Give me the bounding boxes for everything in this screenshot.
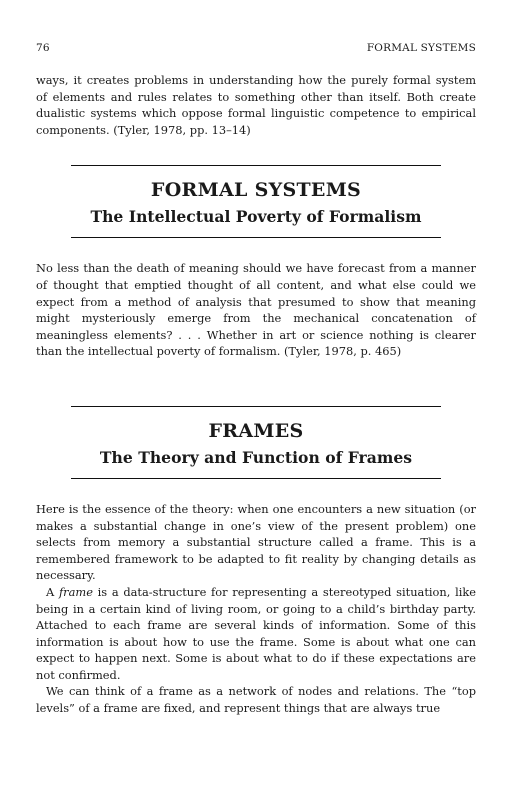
running-title: FORMAL SYSTEMS <box>366 42 476 54</box>
section-title: FRAMES <box>208 419 304 442</box>
frames-paragraph-1: Here is the essence of the theory: when one encounters a new situation (or makes a substantial change in one’s view of the present problem) one selects from memory a substantial structure called a frame. This is a remembered framework to be adapted to fit reality by changing details as necessary. <box>36 501 476 583</box>
section-bottom-rule <box>71 478 441 479</box>
frame-term: frame <box>58 584 93 599</box>
section-title: FORMAL SYSTEMS <box>150 179 362 202</box>
formalism-quote: No less than the death of meaning should we have forecast from a manner of thought that emptied thought of all content, and what else could we expect from a method of analysis that presumed to show that meaning might mysteriously emerge from the mechanical concatenation of meaningless elements? . . . Whether in art or science nothing is clearer than the intellectual poverty of formalism. (Tyler, 1978, p. 465) <box>36 261 476 359</box>
book-page <box>36 42 476 717</box>
frames-lead-word: A <box>46 584 59 599</box>
page-number: 76 <box>36 42 50 54</box>
section-top-rule <box>71 406 441 407</box>
running-head <box>36 42 476 54</box>
intro-paragraph: ways, it creates problems in understanding how the purely formal system of elements and rules relates to something other than itself. Both create dualistic systems which oppose formal linguistic competence to empirical components. (Tyler, 1978, pp. 13–14) <box>36 73 476 137</box>
section-bottom-rule <box>71 237 441 238</box>
frames-paragraph-2-body: is a data-structure for representing a stereotyped situation, like being in a certain kind of living room, or going to a child’s birthday party. Attached to each frame are several kinds of information. Some of this information is about how to use the frame. Some is about what one can expect to happen next. Some is about what to do if these expectations are not confirmed. <box>36 584 476 682</box>
section-subtitle: The Theory and Function of Frames <box>99 447 413 467</box>
section-frames <box>36 406 476 479</box>
frames-paragraph-3: We can think of a frame as a network of nodes and relations. The “top levels” of a frame are fixed, and represent things that are always true <box>36 684 476 716</box>
section-top-rule <box>71 165 441 166</box>
section-subtitle: The Intellectual Poverty of Formalism <box>90 207 422 227</box>
frames-paragraph-2 <box>36 584 476 684</box>
section-formal-systems <box>36 165 476 238</box>
